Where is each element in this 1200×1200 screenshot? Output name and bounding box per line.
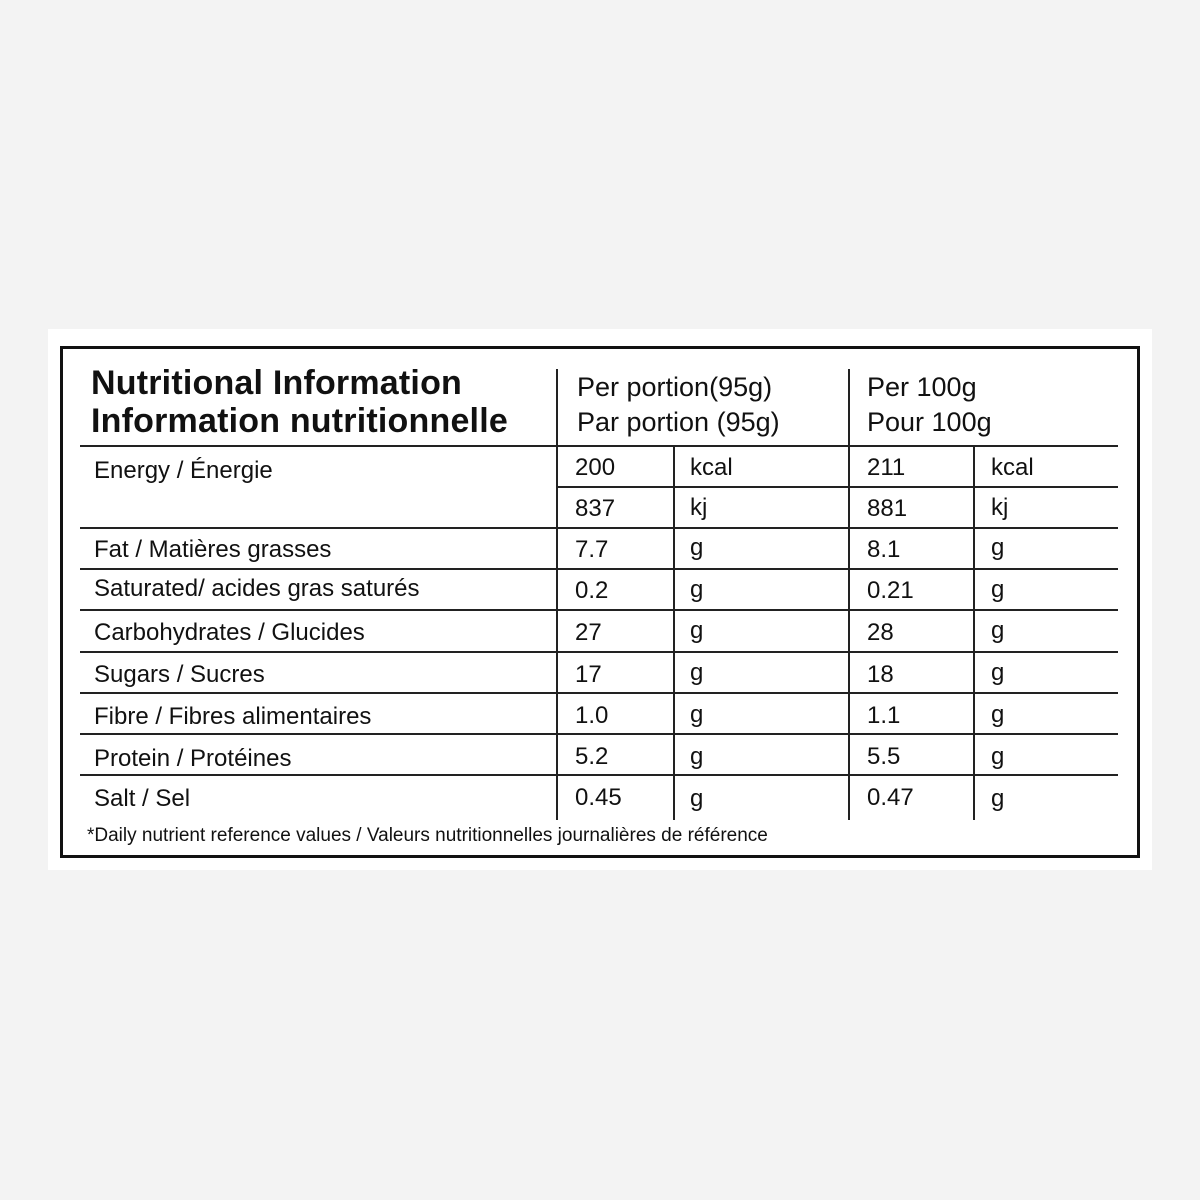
row-label-energy: Energy / Énergie xyxy=(94,457,273,484)
saturated-portion: 0.2 xyxy=(575,577,609,604)
saturated-per100-unit: g xyxy=(991,576,1005,603)
salt-portion-unit: g xyxy=(690,785,704,812)
row-label-fibre: Fibre / Fibres alimentaires xyxy=(94,703,372,730)
fibre-portion: 1.0 xyxy=(575,702,609,729)
sugars-portion: 17 xyxy=(575,661,602,688)
column-divider xyxy=(556,369,558,820)
row-label-saturated: Saturated/ acides gras saturés xyxy=(94,575,420,602)
sugars-per100: 18 xyxy=(867,661,894,688)
title-french: Information nutritionnelle xyxy=(91,402,508,440)
protein-per100-unit: g xyxy=(991,743,1005,770)
sugars-per100-unit: g xyxy=(991,659,1005,686)
column-divider xyxy=(848,369,850,820)
row-divider xyxy=(80,651,1118,653)
row-divider xyxy=(80,527,1118,529)
header-per-100g-fr: Pour 100g xyxy=(867,407,992,437)
unit-column-divider xyxy=(673,446,675,820)
fibre-per100: 1.1 xyxy=(867,702,901,729)
sugars-portion-unit: g xyxy=(690,659,704,686)
energy-kcal-portion: 200 xyxy=(575,454,616,481)
row-divider xyxy=(80,568,1118,570)
footnote: *Daily nutrient reference values / Valeurs nutritionnelles journalières de référence xyxy=(87,825,768,846)
carbohydrates-portion: 27 xyxy=(575,619,602,646)
fat-portion-unit: g xyxy=(690,534,704,561)
energy-kcal-per100-unit: kcal xyxy=(991,454,1034,481)
energy-kcal-portion-unit: kcal xyxy=(690,454,733,481)
fat-per100: 8.1 xyxy=(867,536,901,563)
row-label-sugars: Sugars / Sucres xyxy=(94,661,265,688)
unit-column-divider xyxy=(973,446,975,820)
energy-kj-portion-unit: kj xyxy=(690,494,708,521)
fibre-portion-unit: g xyxy=(690,701,704,728)
header-per-portion-en: Per portion(95g) xyxy=(577,372,773,402)
saturated-portion-unit: g xyxy=(690,576,704,603)
energy-kj-per100-unit: kj xyxy=(991,494,1009,521)
row-label-carbohydrates: Carbohydrates / Glucides xyxy=(94,619,365,646)
carbohydrates-portion-unit: g xyxy=(690,617,704,644)
energy-kj-portion: 837 xyxy=(575,495,616,522)
energy-sub-divider xyxy=(558,486,1118,488)
fat-per100-unit: g xyxy=(991,534,1005,561)
protein-per100: 5.5 xyxy=(867,743,901,770)
header-per-portion-fr: Par portion (95g) xyxy=(577,407,780,437)
saturated-per100: 0.21 xyxy=(867,577,914,604)
row-divider xyxy=(80,609,1118,611)
carbohydrates-per100-unit: g xyxy=(991,617,1005,644)
protein-portion-unit: g xyxy=(690,743,704,770)
row-divider xyxy=(80,692,1118,694)
row-divider xyxy=(80,733,1118,735)
fat-portion: 7.7 xyxy=(575,536,609,563)
header-per-100g-en: Per 100g xyxy=(867,372,977,402)
row-label-fat: Fat / Matières grasses xyxy=(94,536,332,563)
row-label-salt: Salt / Sel xyxy=(94,785,191,812)
header-divider xyxy=(80,445,1118,447)
salt-per100-unit: g xyxy=(991,785,1005,812)
protein-portion: 5.2 xyxy=(575,743,609,770)
row-label-protein: Protein / Protéines xyxy=(94,745,292,772)
energy-kcal-per100: 211 xyxy=(867,454,906,481)
salt-portion: 0.45 xyxy=(575,784,622,811)
row-divider xyxy=(80,774,1118,776)
energy-kj-per100: 881 xyxy=(867,495,908,522)
title-english: Nutritional Information xyxy=(91,364,463,402)
carbohydrates-per100: 28 xyxy=(867,619,894,646)
fibre-per100-unit: g xyxy=(991,701,1005,728)
salt-per100: 0.47 xyxy=(867,784,914,811)
